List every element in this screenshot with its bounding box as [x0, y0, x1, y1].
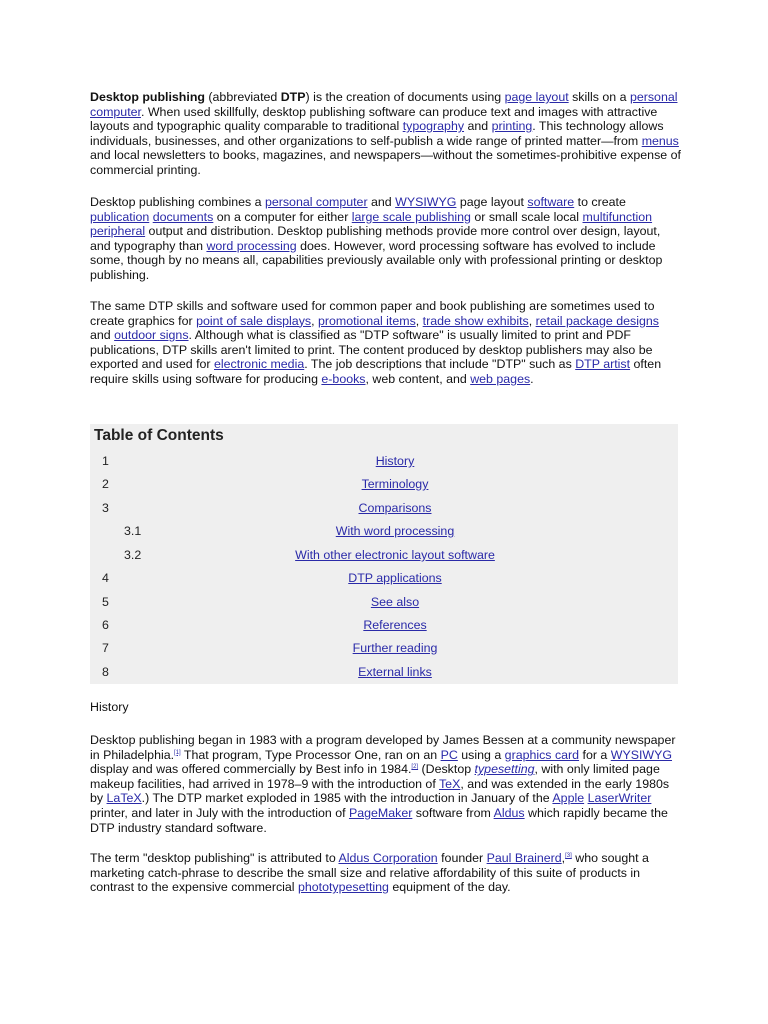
inline-link-printing[interactable]: printing	[491, 119, 533, 134]
inline-link-menus[interactable]: menus	[641, 133, 679, 148]
table-of-contents	[90, 424, 678, 684]
toc-number: 3.1	[124, 524, 142, 538]
inline-link-graphics-card[interactable]: graphics card	[504, 747, 580, 762]
bold-term: Desktop publishing	[90, 90, 205, 104]
toc-number: 1	[102, 454, 109, 468]
inline-link-personal-computer[interactable]: personal computer	[90, 90, 678, 119]
inline-link-web-pages[interactable]: web pages	[470, 371, 531, 386]
intro-paragraph-2: Desktop publishing combines a personal computer and WYSIWYG page layout software to create publication documents on a computer for either large scale publishing or small scale local multifunction peripheral output and distribution. Desktop publishing methods provide more control over design, layout, and typography than word processing does. However, word processing software has evolved to include some, though by no means all, capabilities previously available only with professional printing or desktop publishing.	[90, 195, 663, 282]
inline-link-laserwriter[interactable]: LaserWriter	[587, 791, 652, 806]
inline-link-large-scale-publishing[interactable]: large scale publishing	[351, 209, 471, 224]
inline-link-e-books[interactable]: e-books	[321, 371, 366, 386]
citation-link[interactable]: [1]	[174, 749, 181, 756]
inline-link-electronic-media[interactable]: electronic media	[214, 357, 305, 372]
intro-paragraph-3: The same DTP skills and software used for common paper and book publishing are sometimes used to create graphics for point of sale displays, promotional items, trade show exhibits, retail package designs and outdoor signs. Although what is classified as "DTP software" is usually limited to print and PDF publications, DTP skills aren't limited to print. The content produced by desktop publishers may also be exported and used for electronic media. The job descriptions that include "DTP" such as DTP artist often require skills using software for producing e-books, web content, and web pages.	[90, 299, 662, 386]
inline-link-promotional-items[interactable]: promotional items	[317, 313, 416, 328]
toc-link-references[interactable]: References	[363, 618, 427, 632]
inline-link-point-of-sale-displays[interactable]: point of sale displays	[196, 313, 312, 328]
inline-link-aldus[interactable]: Aldus	[493, 805, 525, 820]
toc-link-further-reading[interactable]: Further reading	[352, 641, 438, 655]
inline-link-outdoor-signs[interactable]: outdoor signs	[114, 328, 189, 343]
toc-row	[90, 451, 678, 473]
toc-row	[90, 592, 678, 614]
inline-link-wysiwyg[interactable]: WYSIWYG	[610, 747, 673, 762]
inline-link-wysiwyg[interactable]: WYSIWYG	[395, 195, 457, 209]
intro-paragraph-1: Desktop publishing (abbreviated DTP) is the creation of documents using page layout skills on a personal computer. When used skillfully, desktop publishing software can produce text and images with attractive layouts and typographic quality comparable to traditional typography and printing. This technology allows individuals, businesses, and other organizations to self-publish a wide range of printed matter—from menus and local newsletters to books, magazines, and newspapers—without the sometimes-prohibitive expense of commercial printing.	[90, 90, 681, 177]
inline-link-apple[interactable]: Apple	[552, 791, 585, 806]
inline-link-tex[interactable]: TeX	[438, 776, 461, 791]
inline-link-word-processing[interactable]: word processing	[206, 238, 297, 253]
inline-link-page-layout[interactable]: page layout	[504, 90, 569, 104]
inline-link-multifunction-peripheral[interactable]: multifunction peripheral	[90, 209, 653, 239]
toc-link-terminology[interactable]: Terminology	[361, 477, 429, 491]
toc-row	[90, 615, 678, 637]
inline-link-pc[interactable]: PC	[440, 747, 458, 762]
citation-link[interactable]: [3]	[565, 853, 572, 859]
inline-link-retail-package-designs[interactable]: retail package designs	[535, 313, 659, 328]
inline-link-pagemaker[interactable]: PageMaker	[348, 805, 413, 820]
inline-link-phototypesetting[interactable]: phototypesetting	[297, 880, 389, 895]
toc-link-comparisons[interactable]: Comparisons	[358, 501, 432, 515]
toc-link-history[interactable]: History	[375, 454, 415, 468]
toc-number: 3.2	[124, 548, 142, 562]
toc-row	[90, 568, 678, 590]
inline-link-latex[interactable]: LaTeX	[106, 791, 142, 806]
toc-link-with-word-processing[interactable]: With word processing	[335, 524, 455, 538]
toc-row	[90, 521, 678, 543]
inline-link-aldus-corporation[interactable]: Aldus Corporation	[338, 851, 438, 865]
section-heading-history: History	[90, 700, 129, 714]
inline-link-personal-computer[interactable]: personal computer	[264, 195, 368, 209]
inline-link-typesetting[interactable]: typesetting	[474, 762, 535, 777]
toc-number: 7	[102, 641, 109, 655]
toc-row	[90, 498, 678, 520]
inline-link-dtp-artist[interactable]: DTP artist	[575, 357, 631, 372]
inline-link-documents[interactable]: documents	[152, 209, 214, 224]
toc-link-external-links[interactable]: External links	[358, 665, 432, 679]
toc-title: Table of Contents	[94, 427, 224, 444]
toc-link-dtp-applications[interactable]: DTP applications	[348, 571, 442, 585]
toc-number: 5	[102, 595, 109, 609]
toc-number: 8	[102, 665, 109, 679]
toc-row	[90, 662, 678, 684]
toc-row	[90, 638, 678, 660]
history-paragraph-2: The term "desktop publishing" is attributed to Aldus Corporation founder Paul Brainerd,[3] who sought a marketing catch-phrase to describe the small size and relative affordability of this suite of products in contrast to the expensive commercial phototypesetting equipment of the day.	[90, 851, 649, 895]
toc-link-see-also[interactable]: See also	[370, 595, 420, 609]
toc-row	[90, 474, 678, 496]
inline-link-paul-brainerd[interactable]: Paul Brainerd	[486, 851, 562, 865]
bold-term: DTP	[280, 90, 306, 104]
toc-number: 3	[102, 501, 109, 515]
inline-link-publication[interactable]: publication	[90, 209, 150, 224]
toc-number: 2	[102, 477, 109, 491]
citation-link[interactable]: [2]	[411, 764, 419, 771]
toc-link-with-other-layout-software[interactable]: With other electronic layout software	[295, 548, 495, 562]
inline-link-software[interactable]: software	[527, 195, 575, 209]
toc-number: 4	[102, 571, 109, 585]
toc-number: 6	[102, 618, 109, 632]
inline-link-typography[interactable]: typography	[402, 119, 465, 134]
inline-link-trade-show-exhibits[interactable]: trade show exhibits	[422, 313, 529, 328]
history-paragraph-1: Desktop publishing began in 1983 with a program developed by James Bessen at a community newspaper in Philadelphia.[1] That program, Type Processor One, ran on an PC using a graphics card for a WYSIWYG display and was offered commercially by Best info in 1984.[2] (Desktop typesetting, with only limited page makeup facilities, had arrived in 1978–9 with the introduction of TeX, and was extended in the early 1980s by LaTeX.) The DTP market exploded in 1985 with the introduction in January of the Apple LaserWriter printer, and later in July with the introduction of PageMaker software from Aldus which rapidly became the DTP industry standard software.	[90, 733, 676, 835]
toc-row	[90, 545, 678, 567]
